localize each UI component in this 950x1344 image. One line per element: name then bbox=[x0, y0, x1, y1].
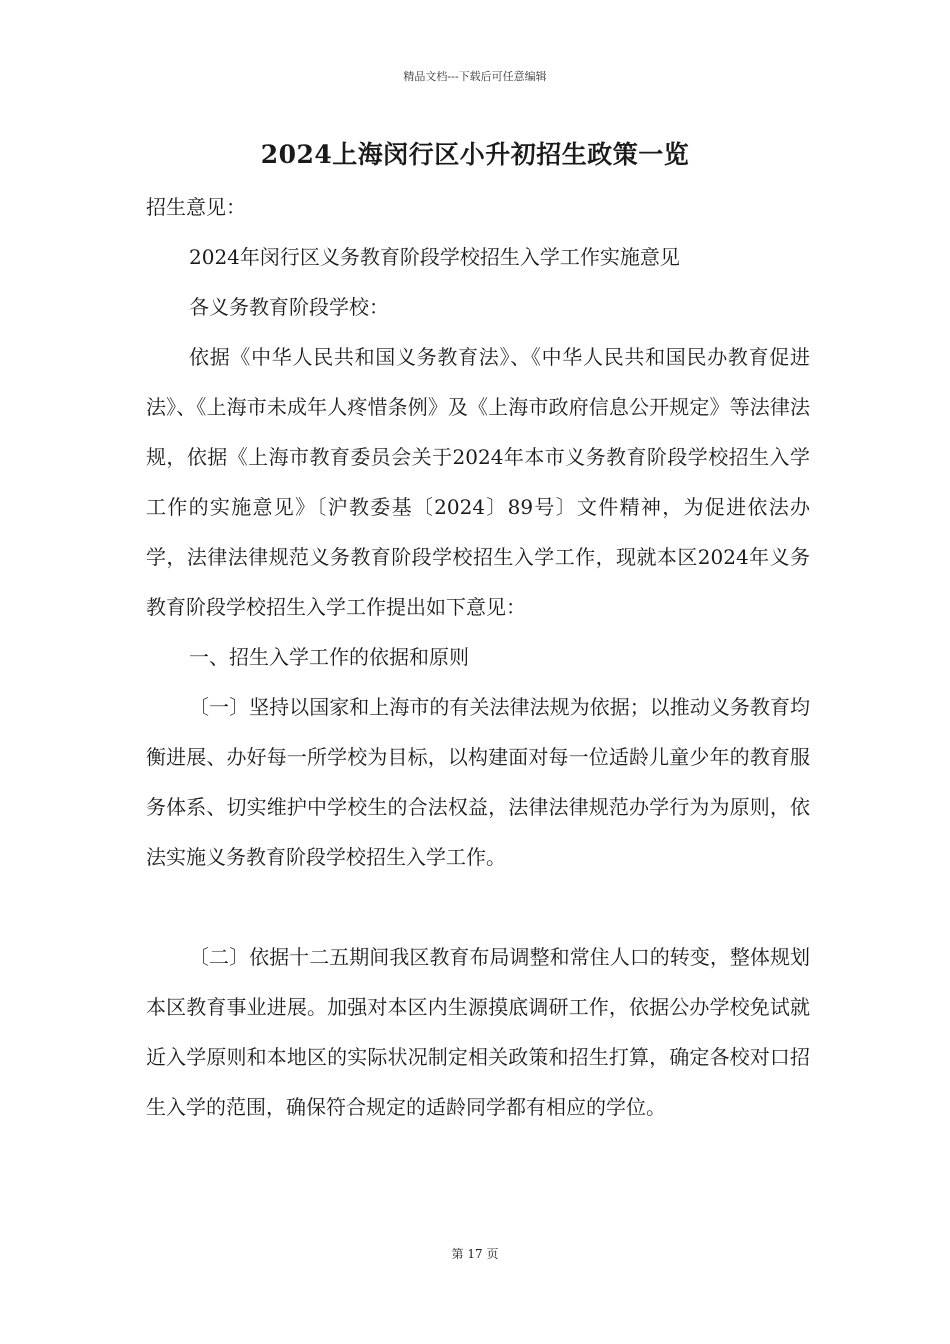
paragraph-legal-basis: 依据《中华人民共和国义务教育法》、《中华人民共和国民办教育促进法》、《上海市未成年人疼惜条例》及《上海市政府信息公开规定》等法律法规，依据《上海市教育委员会关于2024年本市义务教育阶段学校招生入学工作的实施意见》〔沪教委基〔2024〕89号〕文件精神，为促进依法办学，法律法律规范义务教育阶段学校招生入学工作，现就本区2024年义务教育阶段学校招生入学工作提出如下意见： bbox=[146, 345, 810, 619]
section-heading-principles: 一、招生入学工作的依据和原则 bbox=[189, 645, 469, 669]
paragraph-principle-2: 〔二〕依据十二五期间我区教育布局调整和常住人口的转变，整体规划本区教育事业进展。加强对本区内生源摸底调研工作，依据公办学校免试就近入学原则和本地区的实际状况制定相关政策和招生打算，确定各校对口招生入学的范围，确保符合规定的适龄同学都有相应的学位。 bbox=[146, 945, 810, 1119]
document-body bbox=[146, 182, 810, 1132]
paragraph-enrollment-opinion: 招生意见： bbox=[146, 195, 246, 219]
paragraph-principle-1: 〔一〕坚持以国家和上海市的有关法律法规为依据；以推动义务教育均衡进展、办好每一所学校为目标，以构建面对每一位适龄儿童少年的教育服务体系、切实维护中学校生的合法权益，法律法律规范办学行为为原则，依法实施义务教育阶段学校招生入学工作。 bbox=[146, 695, 810, 869]
document-title: 2024上海闵行区小升初招生政策一览 bbox=[260, 140, 690, 169]
paragraph-implementation-title: 2024年闵行区义务教育阶段学校招生入学工作实施意见 bbox=[189, 245, 680, 269]
page-header-note: 精品文档---下载后可任意编辑 bbox=[403, 70, 547, 83]
paragraph-addressee: 各义务教育阶段学校： bbox=[189, 295, 389, 319]
paragraph-gap bbox=[146, 882, 810, 932]
page-number: 第 17 页 bbox=[451, 1247, 499, 1261]
